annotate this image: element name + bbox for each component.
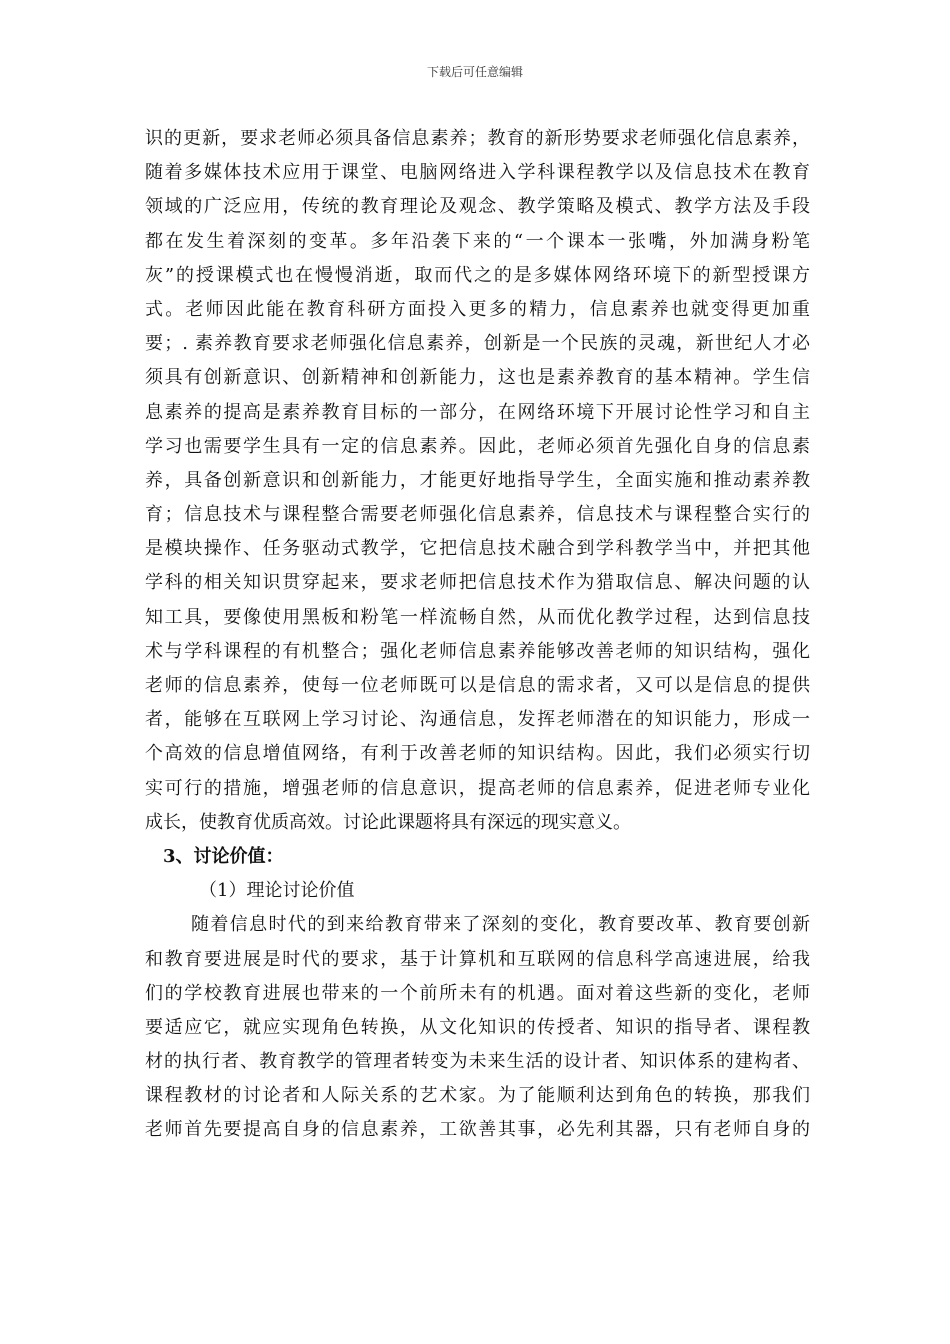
- paragraph-line: 随着信息时代的到来给教育带来了深刻的变化，教育要改革、教育要创新: [191, 914, 810, 936]
- paragraph-line: 个高效的信息增值网络，有利于改善老师的知识结构。因此，我们必须实行切: [145, 743, 810, 765]
- paragraph-line: 和教育要进展是时代的要求，基于计算机和互联网的信息科学高速进展，给我: [145, 948, 810, 970]
- paragraph-line: 实可行的措施，增强老师的信息意识，提高老师的信息素养，促进老师专业化: [145, 777, 810, 799]
- paragraph-line: 育；信息技术与课程整合需要老师强化信息素养，信息技术与课程整合实行的: [145, 504, 810, 526]
- paragraph-line: 息素养的提高是素养教育目标的一部分，在网络环境下开展讨论性学习和自主: [145, 401, 810, 423]
- paragraph-line: 须具有创新意识、创新精神和创新能力，这也是素养教育的基本精神。学生信: [145, 367, 810, 389]
- paragraph-line: 都在发生着深刻的变革。多年沿袭下来的“一个课本一张嘴，外加满身粉笔: [145, 230, 810, 252]
- paragraph-line: 领域的广泛应用，传统的教育理论及观念、教学策略及模式、教学方法及手段: [145, 196, 810, 218]
- subsection-heading: （1）理论讨论价值: [199, 880, 355, 902]
- section-heading: [145, 840, 810, 874]
- paragraph-line: 是模块操作、任务驱动式教学，它把信息技术融合到学科教学当中，并把其他: [145, 538, 810, 560]
- paragraph-line: 老师首先要提高自身的信息素养，工欲善其事，必先利其器，只有老师自身的: [145, 1119, 810, 1141]
- section-heading-number: 3、: [163, 845, 194, 867]
- document-body: [145, 122, 810, 1148]
- page-header: 下载后可任意编辑: [426, 65, 523, 79]
- paragraph-line: 课程教材的讨论者和人际关系的艺术家。为了能顺利达到角色的转换，那我们: [145, 1085, 810, 1107]
- paragraph-line: 学科的相关知识贯穿起来，要求老师把信息技术作为猎取信息、解决问题的认: [145, 572, 810, 594]
- paragraph-line: 学习也需要学生具有一定的信息素养。因此，老师必须首先强化自身的信息素: [145, 435, 810, 457]
- section-heading-text: 讨论价值：: [193, 845, 284, 867]
- paragraph-line: 式。老师因此能在教育科研方面投入更多的精力，信息素养也就变得更加重: [145, 298, 810, 320]
- paragraph-line: 术与学科课程的有机整合；强化老师信息素养能够改善老师的知识结构，强化: [145, 640, 810, 662]
- paragraph-line: 材的执行者、教育教学的管理者转变为未来生活的设计者、知识体系的建构者、: [145, 1051, 810, 1073]
- paragraph-line: 们的学校教育进展也带来的一个前所未有的机遇。面对着这些新的变化，老师: [145, 982, 810, 1004]
- paragraph-line: 成长，使教育优质高效。讨论此课题将具有深远的现实意义。: [145, 811, 631, 833]
- paragraph-line: 者，能够在互联网上学习讨论、沟通信息，发挥老师潜在的知识能力，形成一: [145, 709, 810, 731]
- paragraph-line: 要；. 素养教育要求老师强化信息素养，创新是一个民族的灵魂，新世纪人才必: [145, 333, 810, 355]
- paragraph-line: 要适应它，就应实现角色转换，从文化知识的传授者、知识的指导者、课程教: [145, 1016, 810, 1038]
- paragraph-line: 知工具，要像使用黑板和粉笔一样流畅自然，从而优化教学过程，达到信息技: [145, 606, 810, 628]
- paragraph-line: 识的更新，要求老师必须具备信息素养；教育的新形势要求老师强化信息素养，: [145, 128, 810, 149]
- paragraph-line: 随着多媒体技术应用于课堂、电脑网络进入学科课程教学以及信息技术在教育: [145, 162, 810, 184]
- paragraph-line: 灰”的授课模式也在慢慢消逝，取而代之的是多媒体网络环境下的新型授课方: [145, 264, 810, 286]
- paragraph-line: 老师的信息素养，使每一位老师既可以是信息的需求者，又可以是信息的提供: [145, 675, 810, 696]
- paragraph-line: 养，具备创新意识和创新能力，才能更好地指导学生，全面实施和推动素养教: [145, 469, 810, 491]
